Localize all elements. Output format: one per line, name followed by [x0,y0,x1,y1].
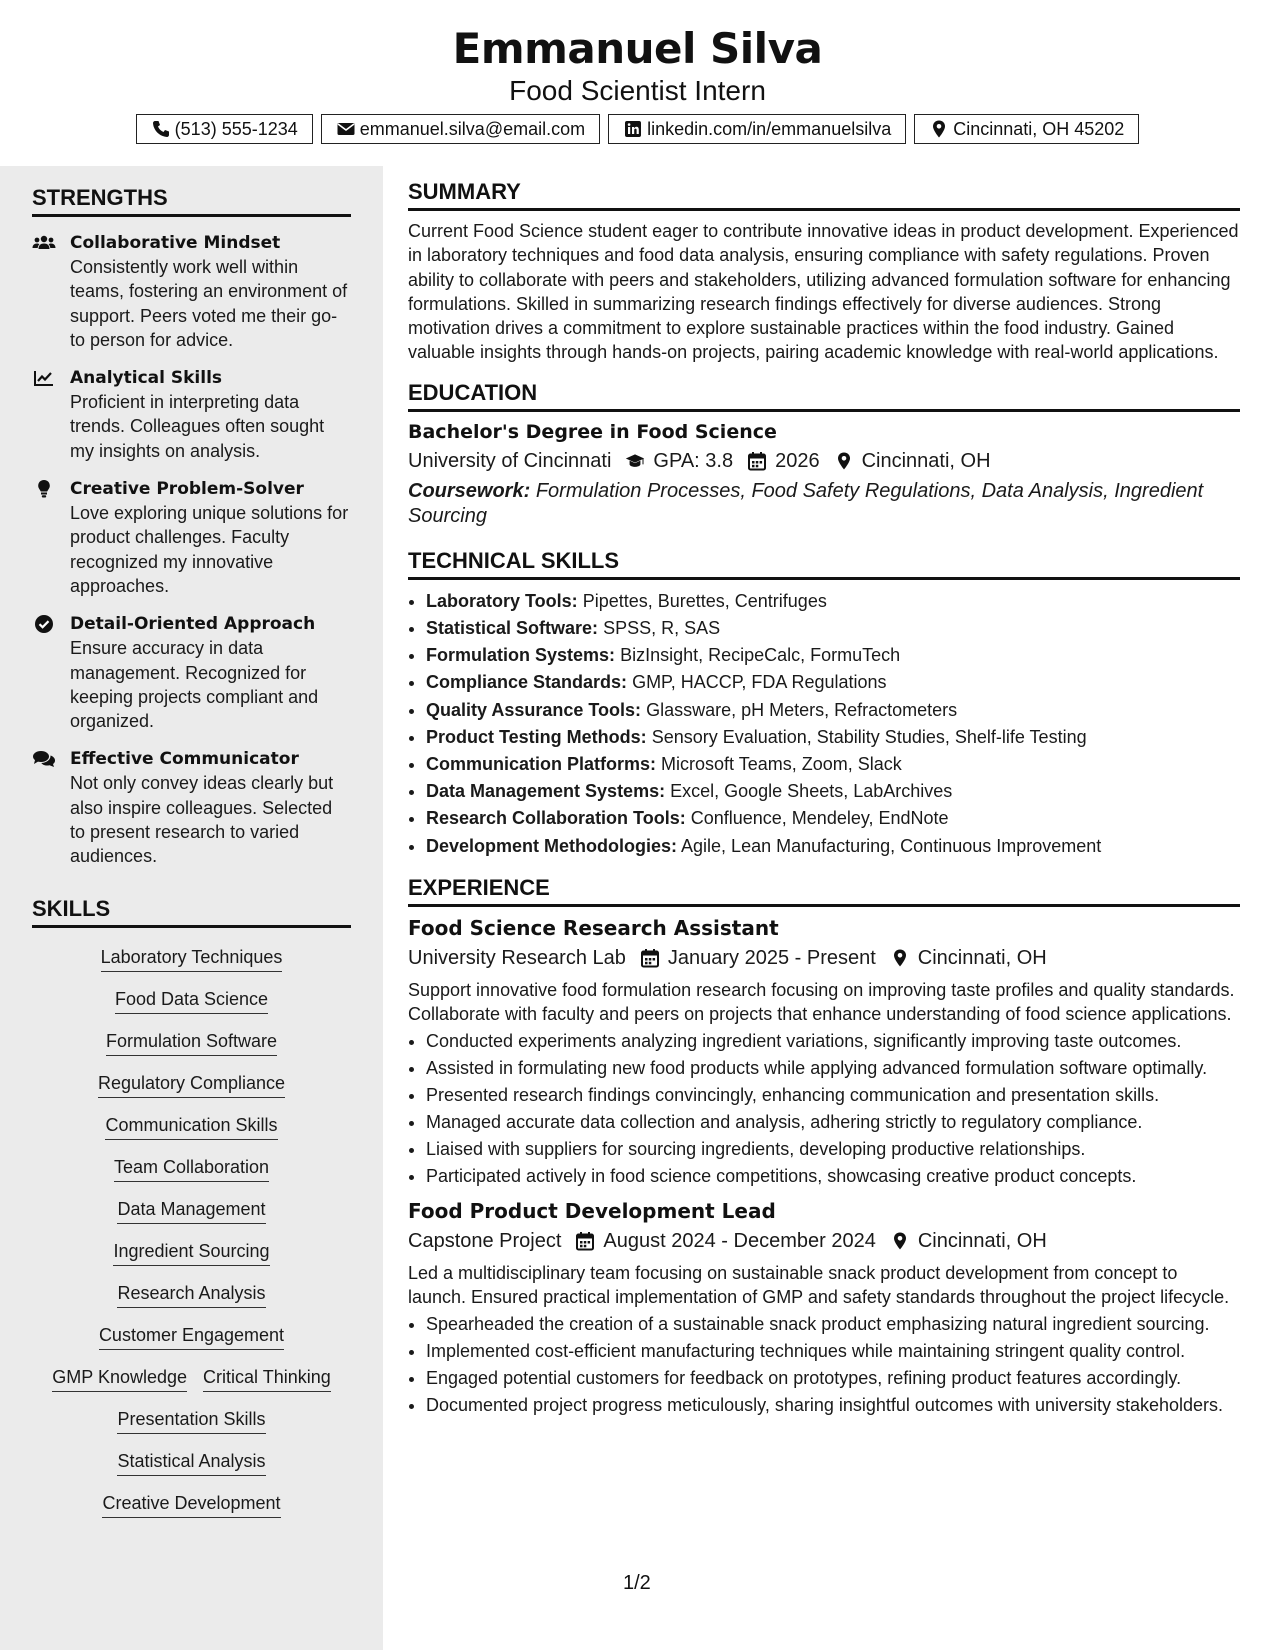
skills-section [32,895,351,1526]
technical-skills-heading: TECHNICAL SKILLS [408,547,1240,580]
main-content [408,178,1240,1418]
tech-skill-item: • Development Methodologies: Agile, Lean Manufacturing, Continuous Improvement [426,833,1240,860]
calendar-icon [747,451,767,471]
job-bullet: • Engaged potential customers for feedback on prototypes, refining product features accordingly. [426,1366,1240,1390]
experience-section [408,874,1240,1418]
coursework-list: Formulation Processes, Food Safety Regulations, Data Analysis, Ingredient Sourcing [408,479,1204,527]
job-location: Cincinnati, OH [917,1230,1047,1253]
job-bullet: • Managed accurate data collection and analysis, adhering strictly to regulatory compliance. [426,1110,1240,1134]
calendar-icon [640,948,660,968]
contact-bar [0,114,1275,144]
job-bullets [408,1312,1240,1417]
map-pin-icon [834,451,854,471]
resume-header [0,0,1275,144]
job-org: University Research Lab [408,946,626,969]
job-bullet: • Conducted experiments analyzing ingredient variations, significantly improving taste outcomes. [426,1029,1240,1053]
gpa: GPA: 3.8 [653,449,734,472]
strength-title: Collaborative Mindset [70,233,281,253]
skill-tag: Laboratory Techniques [101,945,283,972]
job-bullet: • Assisted in formulating new food products while applying advanced formulation software optimally. [426,1056,1240,1080]
strength-desc: Not only convey ideas clearly but also inspire colleagues. Selected to present research to varied audiences. [70,773,334,867]
chart-line-icon [32,368,56,388]
phone-icon [151,119,171,139]
skill-tag: Customer Engagement [99,1323,284,1350]
strength-title: Detail-Oriented Approach [70,614,316,635]
education-section [408,379,1240,529]
job-bullet: • Implemented cost-efficient manufacturing techniques while maintaining stringent quality control. [426,1339,1240,1363]
strength-desc: Consistently work well within teams, fostering an environment of support. Peers voted me their go-to person for advice. [70,257,348,350]
experience-heading: EXPERIENCE [408,874,1240,907]
contact-location-text: Cincinnati, OH 45202 [953,118,1125,139]
lightbulb-icon [32,479,56,499]
map-pin-icon [890,1231,910,1251]
graduation-year: 2026 [775,449,820,472]
candidate-title: Food Scientist Intern [509,75,766,106]
skill-tag: Ingredient Sourcing [113,1239,269,1266]
skill-tag: Data Management [117,1197,265,1224]
job-meta [408,1226,1240,1256]
strength-desc: Ensure accuracy in data management. Recognized for keeping projects compliant and organized. [70,638,319,732]
tech-skill-item: • Compliance Standards: GMP, HACCP, FDA Regulations [426,669,1240,696]
job-dates: August 2024 - December 2024 [603,1230,876,1253]
school-name: University of Cincinnati [408,449,612,472]
job-title: Food Science Research Assistant [408,915,779,940]
job-title: Food Product Development Lead [408,1199,776,1224]
technical-skills-list [408,588,1240,860]
strength-title: Analytical Skills [70,368,223,389]
contact-email[interactable] [321,114,600,144]
summary-text: Current Food Science student eager to contribute innovative ideas in product development. Experienced in laboratory techniques and food data analysis, ensuring compliance with safety regulations. Proven ability to collaborate with peers and stakeholders, utilizing advanced formulation software for enhancing formulations. Skilled in summarizing research findings effectively for diverse audiences. Strong motivation drives a commitment to explore sustainable practices within the food industry. Gained valuable insights through hands-on projects, pairing academic knowledge with real-world applications. [408,221,1239,363]
job-description: Led a multidisciplinary team focusing on sustainable snack product development from concept to launch. Ensured practical implementation of GMP and safety standards throughout the project lifecycle. [408,1263,1230,1308]
strength-item [32,231,351,352]
job-entry [408,913,1240,1188]
contact-linkedin-text: linkedin.com/in/emmanuelsilva [647,118,892,139]
contact-phone-text: (513) 555-1234 [174,118,298,139]
summary-heading: SUMMARY [408,178,1240,211]
skill-tag: Regulatory Compliance [98,1071,285,1098]
skill-list [32,928,351,1526]
skill-tag: Team Collaboration [114,1155,269,1182]
coursework-label: Coursework: [408,479,531,502]
skill-tag: Creative Development [102,1491,280,1518]
job-entry [408,1196,1240,1417]
skills-heading: SKILLS [32,895,351,928]
coursework [408,479,1240,529]
strength-item [32,612,351,733]
linkedin-icon [623,119,643,139]
tech-skill-item: • Product Testing Methods: Sensory Evaluation, Stability Studies, Shelf-life Testing [426,724,1240,751]
page-number: 1/2 [623,1572,651,1594]
envelope-icon [336,119,356,139]
job-location: Cincinnati, OH [917,946,1047,969]
contact-location[interactable] [914,114,1139,144]
graduation-cap-icon [625,451,645,471]
contact-email-text: emmanuel.silva@email.com [359,118,586,139]
tech-skill-item: • Data Management Systems: Excel, Google Sheets, LabArchives [426,778,1240,805]
job-bullet: • Presented research findings convincingly, enhancing communication and presentation skills. [426,1083,1240,1107]
comments-icon [32,749,56,769]
job-description: Support innovative food formulation research focusing on improving taste profiles and quality standards. Collaborate with faculty and peers on projects that enhance understanding of food science applications. [408,979,1235,1025]
job-bullet: • Participated actively in food science competitions, showcasing creative product concepts. [426,1164,1240,1188]
skill-tag: Food Data Science [115,987,268,1014]
tech-skill-item: • Communication Platforms: Microsoft Teams, Zoom, Slack [426,751,1240,778]
users-icon [32,233,56,253]
contact-phone[interactable] [136,114,313,144]
strength-desc: Love exploring unique solutions for product challenges. Faculty recognized my innovative approaches. [70,503,349,596]
job-meta [408,943,1240,973]
strengths-heading: STRENGTHS [32,184,351,217]
job-bullet: • Liaised with suppliers for sourcing ingredients, developing productive relationships. [426,1137,1240,1161]
strength-item [32,477,351,598]
calendar-icon [575,1231,595,1251]
sidebar [0,166,383,1650]
skill-tag: GMP Knowledge [52,1365,187,1392]
technical-skills-section [408,547,1240,860]
strength-item [32,747,351,868]
job-bullet: • Documented project progress meticulously, sharing insightful outcomes with university stakeholders. [426,1393,1240,1417]
job-bullet: • Spearheaded the creation of a sustainable snack product emphasizing natural ingredient sourcing. [426,1312,1240,1336]
tech-skill-item: • Laboratory Tools: Pipettes, Burettes, Centrifuges [426,588,1240,615]
tech-skill-item: • Quality Assurance Tools: Glassware, pH Meters, Refractometers [426,697,1240,724]
skill-tag: Statistical Analysis [117,1449,265,1476]
check-circle-icon [32,614,56,634]
tech-skill-item: • Statistical Software: SPSS, R, SAS [426,615,1240,642]
strength-title: Creative Problem-Solver [70,479,304,500]
degree-title: Bachelor's Degree in Food Science [408,420,777,443]
skill-tag: Formulation Software [106,1029,277,1056]
map-pin-icon [890,948,910,968]
education-meta [408,446,1240,476]
job-org: Capstone Project [408,1230,562,1253]
skill-tag: Research Analysis [117,1281,265,1308]
candidate-name: Emmanuel Silva [452,24,823,73]
strength-title: Effective Communicator [70,749,299,770]
skill-tag: Critical Thinking [203,1365,331,1392]
skill-tag: Presentation Skills [117,1407,265,1434]
education-heading: EDUCATION [408,379,1240,412]
skill-tag: Communication Skills [105,1113,277,1140]
contact-linkedin[interactable] [608,114,906,144]
tech-skill-item: • Formulation Systems: BizInsight, RecipeCalc, FormuTech [426,642,1240,669]
strength-item [32,366,351,463]
map-pin-icon [929,119,949,139]
job-bullets [408,1029,1240,1188]
education-location: Cincinnati, OH [861,449,991,472]
strength-desc: Proficient in interpreting data trends. Colleagues often sought my insights on analysis. [70,392,325,461]
job-dates: January 2025 - Present [667,946,876,969]
tech-skill-item: • Research Collaboration Tools: Confluence, Mendeley, EndNote [426,805,1240,832]
